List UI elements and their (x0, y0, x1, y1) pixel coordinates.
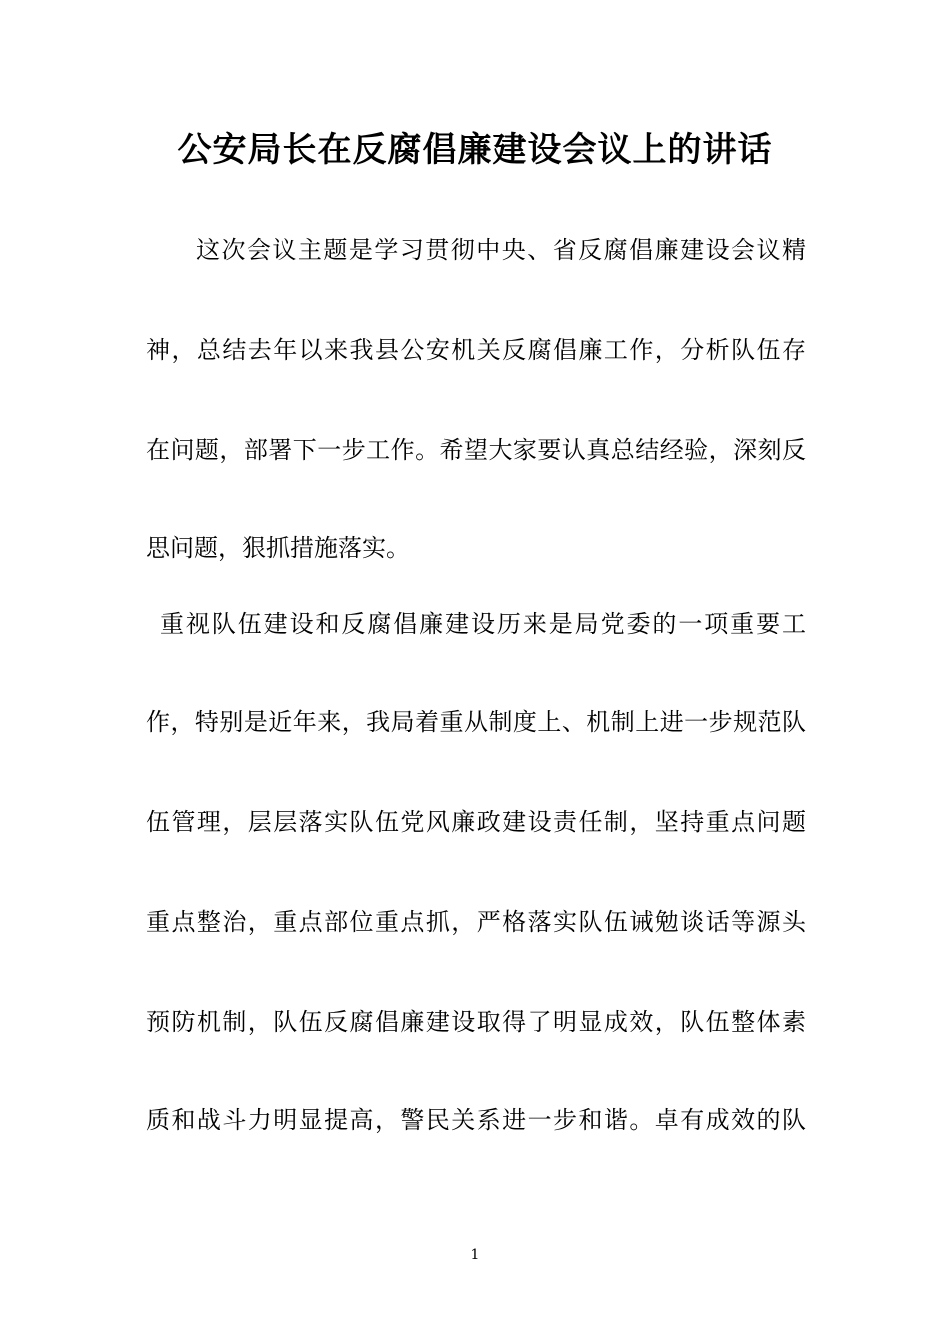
paragraph-2-line-2: 作，特别是近年来，我局着重从制度上、机制上进一步规范队 (146, 708, 806, 736)
paragraph-1-line-1: 这次会议主题是学习贯彻中央、省反腐倡廉建设会议精 (196, 236, 806, 264)
paragraph-1-line-3: 在问题，部署下一步工作。希望大家要认真总结经验，深刻反 (146, 436, 806, 464)
paragraph-2-line-4: 重点整治，重点部位重点抓，严格落实队伍诫勉谈话等源头 (146, 908, 806, 936)
paragraph-1-line-4: 思问题，狠抓措施落实。 (146, 534, 410, 562)
paragraph-2-line-5: 预防机制，队伍反腐倡廉建设取得了明显成效，队伍整体素 (146, 1008, 806, 1036)
page-number: 1 (470, 1247, 480, 1263)
paragraph-1-line-2: 神，总结去年以来我县公安机关反腐倡廉工作，分析队伍存 (146, 336, 806, 364)
document-title: 公安局长在反腐倡廉建设会议上的讲话 (177, 130, 773, 170)
paragraph-2-line-1: 重视队伍建设和反腐倡廉建设历来是局党委的一项重要工 (160, 610, 806, 638)
paragraph-2-line-3: 伍管理，层层落实队伍党风廉政建设责任制，坚持重点问题 (146, 808, 806, 836)
paragraph-2-line-6: 质和战斗力明显提高，警民关系进一步和谐。卓有成效的队 (146, 1106, 806, 1134)
